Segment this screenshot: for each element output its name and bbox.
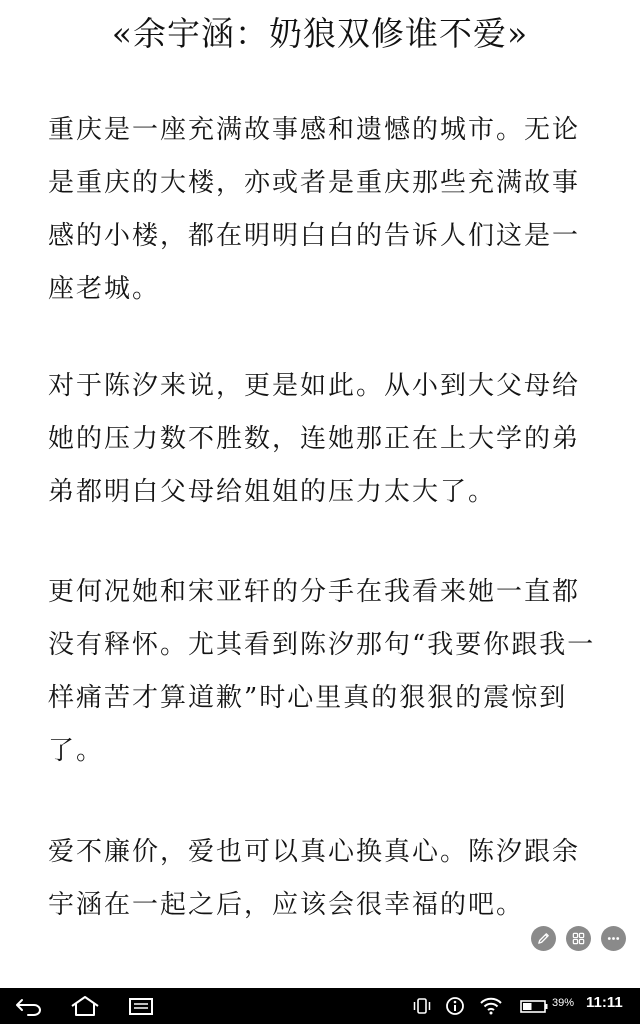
home-icon xyxy=(69,995,101,1017)
article-paragraph-1: 重庆是一座充满故事感和遗憾的城市。无论是重庆的大楼，亦或者是重庆那些充满故事感的小楼，都在明明白白的告诉人们这是一座老城。 xyxy=(48,115,581,304)
battery-percent: 39% xyxy=(552,997,575,1009)
wifi-icon xyxy=(478,995,504,1017)
vibrate-icon xyxy=(410,995,434,1017)
system-navigation-bar xyxy=(0,988,640,1024)
article-paragraph-2: 对于陈汐来说，更是如此。从小到大父母给她的压力数不胜数，连她那正在上大学的弟弟都明白父母给姐姐的压力太大了。 xyxy=(48,371,581,507)
recent-apps-button[interactable] xyxy=(126,992,156,1020)
article-paragraph-3: 更何况她和宋亚轩的分手在我看来她一直都没有释怀。尤其看到陈汐那句“我要你跟我一样痛苦才算道歉”时心里真的狠狠的震惊到了。 xyxy=(48,577,596,766)
battery-icon xyxy=(518,995,550,1017)
info-icon xyxy=(444,995,466,1017)
home-button[interactable] xyxy=(68,992,102,1020)
floating-action-bar xyxy=(531,926,626,951)
back-button[interactable] xyxy=(12,992,46,1020)
article-paragraph-4: 爱不廉价，爱也可以真心换真心。陈汐跟余宇涵在一起之后，应该会很幸福的吧。 xyxy=(48,837,581,920)
status-clock: 11:11 xyxy=(586,994,623,1011)
grid-icon xyxy=(571,931,586,946)
more-button[interactable] xyxy=(601,926,626,951)
recent-apps-icon xyxy=(127,996,155,1016)
grid-button[interactable] xyxy=(566,926,591,951)
article-title: «余宇涵：奶狼双修谁不爱» xyxy=(111,14,529,53)
edit-button[interactable] xyxy=(531,926,556,951)
more-icon xyxy=(606,931,621,946)
pencil-icon xyxy=(536,931,551,946)
back-icon xyxy=(14,996,44,1016)
